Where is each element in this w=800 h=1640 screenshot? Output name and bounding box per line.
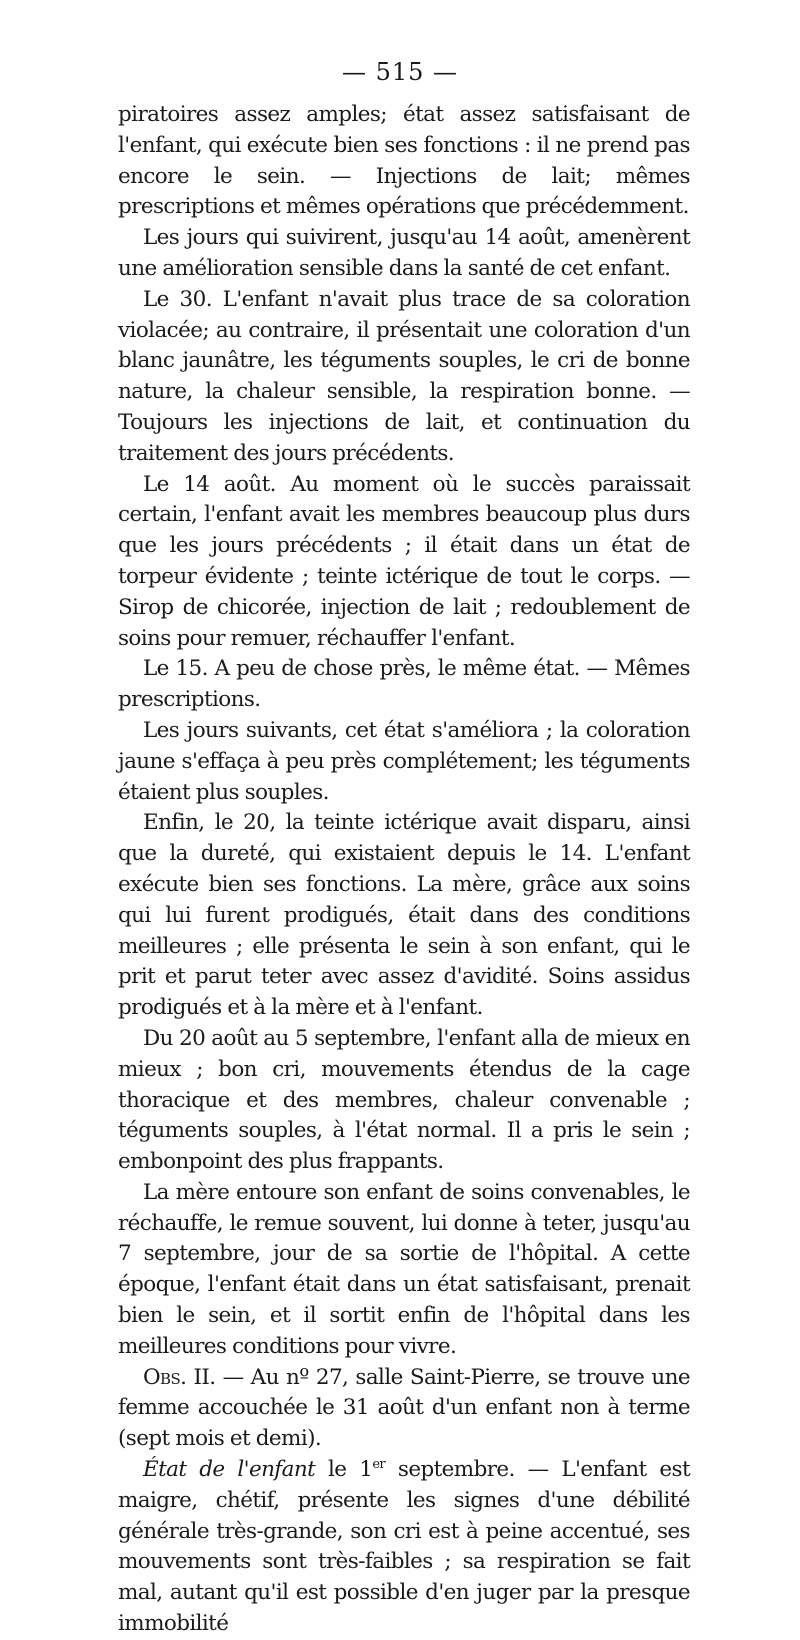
state-date: le 1 bbox=[315, 1457, 373, 1483]
body-text bbox=[118, 100, 690, 1640]
paragraph-continuation: piratoires assez amples; état assez satisfaisant de l'enfant, qui exécute bien ses fonctions : il ne prend pas encore le sein. — Injections de lait; mêmes prescriptions et mêmes opérations que précédemment. bbox=[118, 102, 690, 220]
paragraph: Le 30. L'enfant n'avait plus trace de sa coloration violacée; au contraire, il présentait une coloration d'un blanc jaunâtre, les téguments souples, le cri de bonne nature, la chaleur sensible, la respiration bonne. — Toujours les injections de lait, et continuation du traitement des jours précédents. bbox=[118, 286, 690, 466]
observation-text: — Au nº 27, salle Saint-Pierre, se trouve une femme accouchée le 31 août d'un enfant non à terme (sept mois et demi). bbox=[118, 1364, 690, 1452]
paragraph: Du 20 août au 5 septembre, l'enfant alla de mieux en mieux ; bon cri, mouvements étendus de la cage thoracique et des membres, chaleur convenable ; téguments souples, à l'état normal. Il a pris le sein ; embonpoint des plus frappants. bbox=[118, 1025, 690, 1175]
paragraph: Les jours qui suivirent, jusqu'au 14 août, amenèrent une amélioration sensible dans la santé de cet enfant. bbox=[118, 225, 690, 281]
paragraph: Le 14 août. Au moment où le succès paraissait certain, l'enfant avait les membres beaucoup plus durs que les jours précédents ; il était dans un état de torpeur évidente ; teinte ictérique de tout le corps. — Sirop de chicorée, injection de lait ; redoublement de soins pour remuer, réchauffer l'enfant. bbox=[118, 471, 690, 651]
paragraph: Enfin, le 20, la teinte ictérique avait disparu, ainsi que la dureté, qui existaient depuis le 14. L'enfant exécute bien ses fonctions. La mère, grâce aux soins qui lui furent prodigués, était dans des conditions meilleures ; elle présenta le sein à son enfant, qui le prit et parut teter avec assez d'avidité. Soins assidus prodigués et à la mère et à l'enfant. bbox=[118, 810, 690, 1021]
paragraph: La mère entoure son enfant de soins convenables, le réchauffe, le remue souvent, lui donne à teter, jusqu'au 7 septembre, jour de sa sortie de l'hôpital. A cette époque, l'enfant était dans un état satisfaisant, prenait bien le sein, et il sortit enfin de l'hôpital dans les meilleures conditions pour vivre. bbox=[118, 1179, 690, 1359]
state-text: septembre. — L'enfant est maigre, chétif, présente les signes d'une débilité générale très-grande, son cri est à peine accentué, ses mouvements sont très-faibles ; sa respiration se fait mal, autant qu'il est possible d'en juger par la presque immobilité bbox=[118, 1457, 691, 1637]
page-number: — 515 — bbox=[341, 58, 459, 86]
observation-paragraph bbox=[118, 1363, 690, 1455]
observation-label: Obs. II. bbox=[143, 1364, 216, 1390]
state-label: État de l'enfant bbox=[143, 1457, 316, 1483]
paragraph: Le 15. A peu de chose près, le même état. — Mêmes prescriptions. bbox=[118, 656, 690, 713]
state-paragraph bbox=[118, 1455, 690, 1640]
state-date-superscript: er bbox=[372, 1456, 386, 1472]
paragraph: Les jours suivants, cet état s'améliora ; la coloration jaune s'effaça à peu près complétement; les téguments étaient plus souples. bbox=[118, 717, 690, 805]
